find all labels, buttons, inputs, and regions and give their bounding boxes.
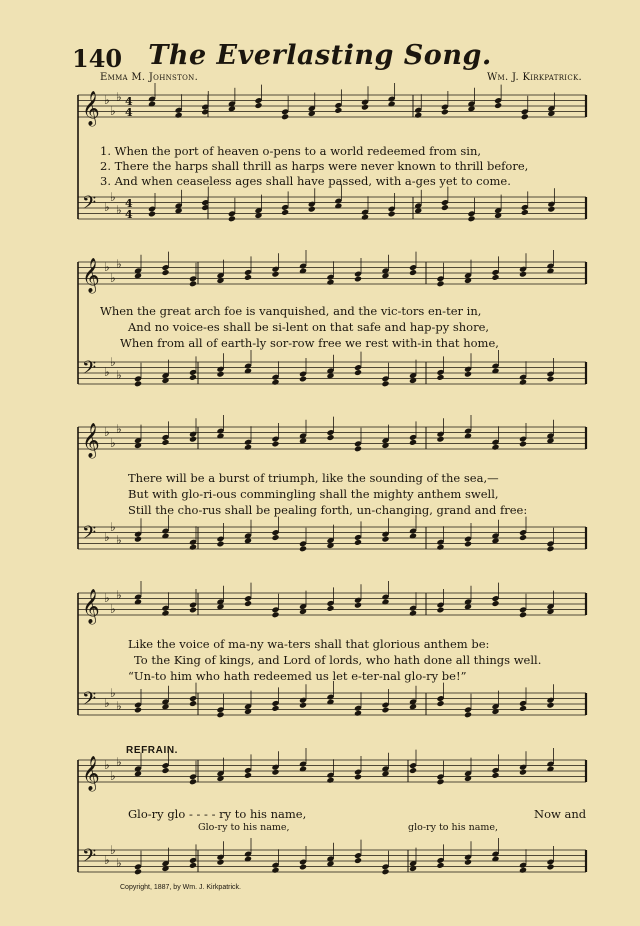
flat-icon: ♭ [104,260,110,274]
verse-2-line-1: 2. There the harps shall thrill as harps were never known to thrill before, [100,159,529,173]
note-head [189,778,197,785]
note-head [354,857,362,864]
flat-icon: ♭ [110,104,116,118]
note-head [354,445,362,452]
note-head [254,102,262,109]
note-head [464,371,472,378]
note-head [546,702,554,709]
note-head [409,439,417,446]
treble-clef-icon: 𝄞 [82,423,100,458]
note-head [216,371,224,378]
note-head [271,867,279,874]
verse-1-line-1: 1. When the port of heaven o-pens to a world redeemed from sin, [100,144,482,158]
flat-icon: ♭ [116,203,122,217]
verse-1-line-4: Like the voice of ma-ny wa-ters shall that glorious anthem be: [128,637,490,651]
note-head [519,271,527,278]
note-head [519,534,527,541]
flat-icon: ♭ [116,533,122,547]
note-head [134,536,142,543]
note-head [299,864,307,871]
treble-clef-icon: 𝄞 [82,91,100,126]
note-head [519,441,527,448]
bass-clef-icon: 𝄢 [82,193,97,218]
note-head [228,215,236,222]
note-head [381,707,389,714]
hymn-title: The Everlasting Song. [148,40,492,71]
verse-1-line-3: There will be a burst of triumph, like the sounding of the sea,— [128,471,499,485]
flat-icon: ♭ [110,355,116,369]
note-head [409,767,417,774]
bass-clef-icon: 𝄢 [82,523,97,548]
note-head [189,862,197,869]
verse-2-line-2: And no voice-es shall be si-lent on that safe and hap-py shore, [128,320,490,334]
note-head [326,777,334,784]
note-head [436,436,444,443]
note-head [161,610,169,617]
note-head [441,204,449,211]
note-head [381,536,389,543]
note-head [299,376,307,383]
note-head [271,705,279,712]
note-head [271,379,279,386]
flat-icon: ♭ [110,602,116,616]
note-head [491,444,499,451]
note-head [519,769,527,776]
note-head [436,778,444,785]
note-head [161,767,169,774]
note-head [334,107,342,114]
note-head [326,279,334,286]
note-head [354,539,362,546]
note-head [436,607,444,614]
note-head [464,859,472,866]
note-head [361,214,369,221]
note-head [519,611,527,618]
bass-clef-icon: 𝄢 [82,689,97,714]
note-head [354,602,362,609]
flat-icon: ♭ [110,436,116,450]
bass-clef-icon: 𝄢 [82,358,97,383]
flat-icon: ♭ [116,755,122,769]
note-head [547,206,555,213]
note-head [244,772,252,779]
note-head [134,707,142,714]
verse-3-line-2: When from all of earth-ly sor-row free we rest with-in that home, [120,336,499,350]
time-signature: 4 [125,106,133,119]
verse-1-line-2: When the great arch foe is vanquished, and the vic-tors en-ter in, [100,304,482,318]
note-head [216,541,224,548]
note-head [436,700,444,707]
flat-icon: ♭ [104,696,110,710]
note-head [464,541,472,548]
note-head [546,545,554,552]
note-head [161,439,169,446]
note-head [521,209,529,216]
note-head [216,859,224,866]
copyright-notice: Copyright, 1887, by Wm. J. Kirkpatrick. [120,884,241,891]
refrain-lyric-1: Glo-ry glo - - - - ry to his name, [128,807,307,821]
note-head [281,113,289,120]
note-head [546,864,554,871]
note-head [326,605,334,612]
flat-icon: ♭ [104,365,110,379]
note-head [326,434,334,441]
flat-icon: ♭ [104,425,110,439]
note-head [414,112,422,119]
flat-icon: ♭ [104,758,110,772]
flat-icon: ♭ [110,190,116,204]
note-head [281,209,289,216]
note-head [189,374,197,381]
time-signature: 4 [125,208,133,221]
flat-icon: ♭ [110,271,116,285]
flat-icon: ♭ [110,520,116,534]
note-head [381,380,389,387]
treble-clef-icon: 𝄞 [82,756,100,791]
note-head [299,702,307,709]
note-head [271,441,279,448]
note-head [189,700,197,707]
note-head [189,544,197,551]
page-number: 140 [72,44,123,73]
note-head [491,600,499,607]
note-head [491,772,499,779]
flat-icon: ♭ [104,93,110,107]
note-head [134,868,142,875]
flat-icon: ♭ [104,853,110,867]
flat-icon: ♭ [116,699,122,713]
note-head [409,269,417,276]
note-head [441,109,449,116]
note-head [354,774,362,781]
flat-icon: ♭ [104,530,110,544]
verse-3-line-3: Still the cho-rus shall be pealing forth, un-changing, grand and free: [128,503,528,517]
note-head [494,102,502,109]
refrain-lyric-2: Glo-ry to his name, [198,822,290,833]
note-head [308,206,316,213]
refrain-label: REFRAIN. [126,745,179,756]
treble-clef-icon: 𝄞 [82,258,100,293]
note-head [381,868,389,875]
note-head [134,380,142,387]
note-head [216,711,224,718]
note-head [546,376,554,383]
note-head [299,545,307,552]
note-head [467,215,475,222]
flat-icon: ♭ [110,769,116,783]
flat-icon: ♭ [104,200,110,214]
refrain-lyric-2-right: glo-ry to his name, [408,822,499,833]
verse-3-line-4: “Un-to him who hath redeemed us let e-ter-nal glo-ry be!” [128,669,467,683]
note-head [409,610,417,617]
flat-icon: ♭ [110,843,116,857]
note-head [436,280,444,287]
note-head [189,436,197,443]
author-credit: Emma M. Johnston. [100,72,199,83]
note-head [354,276,362,283]
verse-3-line-1: 3. And when ceaseless ages shall have passed, with a-ges yet to come. [100,174,511,188]
verse-2-line-4: To the King of kings, and Lord of lords, who hath done all things well. [134,653,542,667]
note-head [244,600,252,607]
note-head [189,607,197,614]
verse-2-line-3: But with glo-ri-ous commingling shall the mighty anthem swell, [128,487,499,501]
flat-icon: ♭ [116,588,122,602]
note-head [244,274,252,281]
note-head [175,112,183,119]
note-head [244,444,252,451]
flat-icon: ♭ [116,368,122,382]
flat-icon: ♭ [104,591,110,605]
composer-credit: Wm. J. Kirkpatrick. [486,72,582,83]
time-signature: 4 [125,95,133,108]
note-head [521,113,529,120]
note-head [354,710,362,717]
note-head [436,862,444,869]
note-head [519,705,527,712]
note-head [519,867,527,874]
note-head [271,534,279,541]
note-head [161,269,169,276]
flat-icon: ♭ [116,257,122,271]
refrain-lyric-1-right: Now and [534,807,587,821]
note-head [436,374,444,381]
note-head [388,211,396,218]
note-head [271,769,279,776]
note-head [354,369,362,376]
flat-icon: ♭ [116,90,122,104]
note-head [436,544,444,551]
bass-clef-icon: 𝄢 [82,846,97,871]
note-head [271,271,279,278]
flat-icon: ♭ [110,686,116,700]
time-signature: 4 [125,197,133,210]
note-head [361,104,369,111]
note-head [189,280,197,287]
treble-clef-icon: 𝄞 [82,589,100,624]
note-head [148,211,156,218]
note-head [464,711,472,718]
flat-icon: ♭ [116,856,122,870]
note-head [271,611,279,618]
note-head [519,379,527,386]
flat-icon: ♭ [116,422,122,436]
note-head [491,274,499,281]
